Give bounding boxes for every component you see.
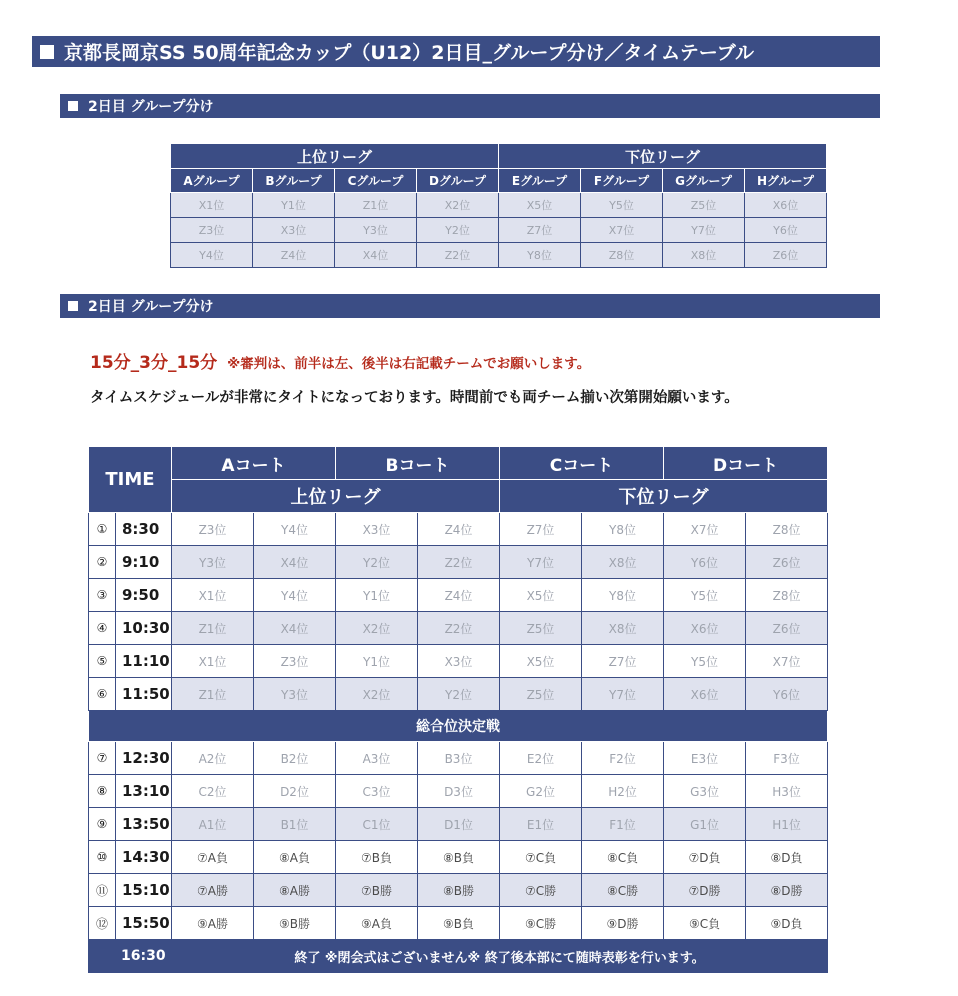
match-number: ⑩: [89, 841, 116, 874]
match-slot: H1位: [746, 808, 828, 841]
match-slot: D1位: [418, 808, 500, 841]
group-cell: X8位: [663, 243, 745, 268]
group-header-g: Gグループ: [663, 169, 745, 193]
match-slot: D3位: [418, 775, 500, 808]
schedule-row: [89, 775, 828, 808]
match-slot: H3位: [746, 775, 828, 808]
group-cell: X2位: [417, 193, 499, 218]
match-slot: Z8位: [746, 513, 828, 546]
group-header-f: Fグループ: [581, 169, 663, 193]
match-slot: Y4位: [254, 513, 336, 546]
schedule-row: [89, 546, 828, 579]
match-slot: A3位: [336, 742, 418, 775]
schedule-row: [89, 612, 828, 645]
main-title-banner: [32, 36, 880, 67]
match-slot: E3位: [664, 742, 746, 775]
schedule-row: [89, 513, 828, 546]
match-slot: X7位: [746, 645, 828, 678]
match-slot: X5位: [500, 645, 582, 678]
schedule-row: [89, 874, 828, 907]
match-number: ⑦: [89, 742, 116, 775]
match-slot: Y6位: [746, 678, 828, 711]
match-slot: Z4位: [418, 579, 500, 612]
match-slot: X4位: [254, 546, 336, 579]
match-slot: ⑧C負: [582, 841, 664, 874]
match-slot: Z3位: [172, 513, 254, 546]
match-slot: C1位: [336, 808, 418, 841]
schedule-lower-league-header: 下位リーグ: [500, 480, 828, 513]
footer-row: [89, 940, 828, 973]
match-format-note: [90, 348, 590, 373]
match-number: ⑤: [89, 645, 116, 678]
placement-matches-divider: 総合位決定戦: [89, 711, 828, 742]
match-slot: X4位: [254, 612, 336, 645]
schedule-part2: [89, 742, 828, 940]
match-slot: ⑦A勝: [172, 874, 254, 907]
group-cell: X3位: [253, 218, 335, 243]
group-cell: Y2位: [417, 218, 499, 243]
match-slot: E2位: [500, 742, 582, 775]
match-slot: ⑧A勝: [254, 874, 336, 907]
groups-table: [170, 143, 827, 268]
groups-row: [171, 193, 827, 218]
match-slot: D2位: [254, 775, 336, 808]
main-title: 京都長岡京SS 50周年記念カップ（U12）2日目_グループ分け／タイムテーブル: [64, 42, 754, 64]
match-slot: Z7位: [500, 513, 582, 546]
match-slot: X1位: [172, 645, 254, 678]
match-time: 12:30: [116, 742, 172, 775]
schedule-row: [89, 742, 828, 775]
groups-row: [171, 218, 827, 243]
match-number: ⑨: [89, 808, 116, 841]
match-slot: F3位: [746, 742, 828, 775]
match-slot: Z6位: [746, 612, 828, 645]
group-header-h: Hグループ: [745, 169, 827, 193]
section1-title: 2日目 グループ分け: [88, 99, 214, 115]
group-cell: Y7位: [663, 218, 745, 243]
match-slot: Z5位: [500, 678, 582, 711]
match-slot: Y3位: [254, 678, 336, 711]
referee-note: ※審判は、前半は左、後半は右記載チームでお願いします。: [227, 356, 591, 372]
match-slot: ⑨D負: [746, 907, 828, 940]
match-slot: Z6位: [746, 546, 828, 579]
match-slot: Y5位: [664, 645, 746, 678]
group-header-c: Cグループ: [335, 169, 417, 193]
match-slot: Y4位: [254, 579, 336, 612]
match-time: 11:10: [116, 645, 172, 678]
group-cell: Z1位: [335, 193, 417, 218]
group-cell: Z7位: [499, 218, 581, 243]
match-slot: X2位: [336, 612, 418, 645]
schedule-row: [89, 907, 828, 940]
schedule-row: [89, 678, 828, 711]
match-slot: Y8位: [582, 513, 664, 546]
group-cell: X6位: [745, 193, 827, 218]
group-cell: Y1位: [253, 193, 335, 218]
match-number: ④: [89, 612, 116, 645]
group-cell: Z4位: [253, 243, 335, 268]
match-slot: ⑨B負: [418, 907, 500, 940]
match-slot: X3位: [336, 513, 418, 546]
match-slot: ⑦A負: [172, 841, 254, 874]
group-cell: Z2位: [417, 243, 499, 268]
match-slot: Z7位: [582, 645, 664, 678]
match-slot: ⑨C勝: [500, 907, 582, 940]
time-header: TIME: [89, 447, 172, 513]
match-slot: Z8位: [746, 579, 828, 612]
match-time: 10:30: [116, 612, 172, 645]
match-slot: ⑨B勝: [254, 907, 336, 940]
group-cell: Z6位: [745, 243, 827, 268]
match-slot: Y7位: [500, 546, 582, 579]
match-slot: X2位: [336, 678, 418, 711]
match-slot: ⑧B負: [418, 841, 500, 874]
match-slot: Z5位: [500, 612, 582, 645]
match-slot: X1位: [172, 579, 254, 612]
match-slot: ⑨A負: [336, 907, 418, 940]
match-slot: C2位: [172, 775, 254, 808]
match-slot: Z4位: [418, 513, 500, 546]
group-cell: Z8位: [581, 243, 663, 268]
upper-league-header: 上位リーグ: [171, 144, 499, 169]
group-cell: X4位: [335, 243, 417, 268]
group-header-a: Aグループ: [171, 169, 253, 193]
schedule-upper-league-header: 上位リーグ: [172, 480, 500, 513]
match-slot: ⑧C勝: [582, 874, 664, 907]
schedule-row: [89, 808, 828, 841]
match-slot: ⑧B勝: [418, 874, 500, 907]
square-bullet-icon: [40, 45, 54, 59]
match-slot: ⑦D勝: [664, 874, 746, 907]
match-time: 13:10: [116, 775, 172, 808]
match-slot: X5位: [500, 579, 582, 612]
match-slot: B1位: [254, 808, 336, 841]
match-slot: X6位: [664, 678, 746, 711]
group-header-b: Bグループ: [253, 169, 335, 193]
match-time: 9:50: [116, 579, 172, 612]
match-slot: ⑧D勝: [746, 874, 828, 907]
match-slot: X8位: [582, 546, 664, 579]
schedule-row: [89, 645, 828, 678]
match-slot: ⑦C負: [500, 841, 582, 874]
match-slot: Z2位: [418, 612, 500, 645]
match-slot: A1位: [172, 808, 254, 841]
match-slot: ⑧A負: [254, 841, 336, 874]
schedule-part1: [89, 513, 828, 711]
match-number: ③: [89, 579, 116, 612]
match-slot: Z3位: [254, 645, 336, 678]
group-cell: X1位: [171, 193, 253, 218]
match-slot: Y8位: [582, 579, 664, 612]
match-slot: Z1位: [172, 678, 254, 711]
match-slot: ⑦C勝: [500, 874, 582, 907]
match-slot: ⑨A勝: [172, 907, 254, 940]
match-number: ①: [89, 513, 116, 546]
match-slot: H2位: [582, 775, 664, 808]
match-time: 15:50: [116, 907, 172, 940]
match-slot: G2位: [500, 775, 582, 808]
lower-league-header: 下位リーグ: [499, 144, 827, 169]
match-slot: ⑦B勝: [336, 874, 418, 907]
match-number: ②: [89, 546, 116, 579]
match-slot: X3位: [418, 645, 500, 678]
match-slot: Z1位: [172, 612, 254, 645]
square-bullet-icon: [68, 101, 78, 111]
match-time: 13:50: [116, 808, 172, 841]
match-time: 14:30: [116, 841, 172, 874]
match-slot: B2位: [254, 742, 336, 775]
match-slot: Z2位: [418, 546, 500, 579]
match-slot: ⑧D負: [746, 841, 828, 874]
section1-banner: [60, 94, 880, 118]
match-slot: Y2位: [418, 678, 500, 711]
section2-banner: [60, 294, 880, 318]
court-c-header: Cコート: [500, 447, 664, 480]
match-slot: F1位: [582, 808, 664, 841]
group-header-d: Dグループ: [417, 169, 499, 193]
group-cell: Y6位: [745, 218, 827, 243]
match-slot: A2位: [172, 742, 254, 775]
match-slot: G3位: [664, 775, 746, 808]
schedule-row: [89, 579, 828, 612]
match-slot: Y1位: [336, 579, 418, 612]
match-time: 11:50: [116, 678, 172, 711]
match-slot: B3位: [418, 742, 500, 775]
group-cell: X7位: [581, 218, 663, 243]
group-cell: Y5位: [581, 193, 663, 218]
match-slot: Y3位: [172, 546, 254, 579]
match-slot: F2位: [582, 742, 664, 775]
square-bullet-icon: [68, 301, 78, 311]
court-b-header: Bコート: [336, 447, 500, 480]
match-time: 15:10: [116, 874, 172, 907]
match-slot: G1位: [664, 808, 746, 841]
match-slot: C3位: [336, 775, 418, 808]
group-header-e: Eグループ: [499, 169, 581, 193]
group-cell: Y8位: [499, 243, 581, 268]
court-d-header: Dコート: [664, 447, 828, 480]
match-slot: Y2位: [336, 546, 418, 579]
group-cell: X5位: [499, 193, 581, 218]
match-slot: Y1位: [336, 645, 418, 678]
match-number: ⑪: [89, 874, 116, 907]
schedule-note: タイムスケジュールが非常にタイトになっております。時間前でも両チーム揃い次第開始願います。: [90, 390, 739, 406]
match-slot: X6位: [664, 612, 746, 645]
match-slot: ⑨C負: [664, 907, 746, 940]
match-number: ⑧: [89, 775, 116, 808]
match-slot: X8位: [582, 612, 664, 645]
section2-title: 2日目 グループ分け: [88, 299, 214, 315]
match-slot: ⑦B負: [336, 841, 418, 874]
group-cell: Y4位: [171, 243, 253, 268]
match-time: 8:30: [116, 513, 172, 546]
court-a-header: Aコート: [172, 447, 336, 480]
match-slot: Y6位: [664, 546, 746, 579]
end-time: 16:30: [89, 940, 172, 973]
match-number: ⑫: [89, 907, 116, 940]
match-slot: ⑨D勝: [582, 907, 664, 940]
match-slot: ⑦D負: [664, 841, 746, 874]
group-cell: Y3位: [335, 218, 417, 243]
group-cell: Z5位: [663, 193, 745, 218]
match-number: ⑥: [89, 678, 116, 711]
match-time: 9:10: [116, 546, 172, 579]
match-slot: E1位: [500, 808, 582, 841]
match-slot: Y7位: [582, 678, 664, 711]
match-format: 15分_3分_15分: [90, 353, 218, 373]
schedule-table: [88, 446, 828, 973]
schedule-row: [89, 841, 828, 874]
match-slot: Y5位: [664, 579, 746, 612]
match-slot: X7位: [664, 513, 746, 546]
closing-note: 終了 ※閉会式はございません※ 終了後本部にて随時表彰を行います。: [172, 940, 828, 973]
groups-row: [171, 243, 827, 268]
group-cell: Z3位: [171, 218, 253, 243]
